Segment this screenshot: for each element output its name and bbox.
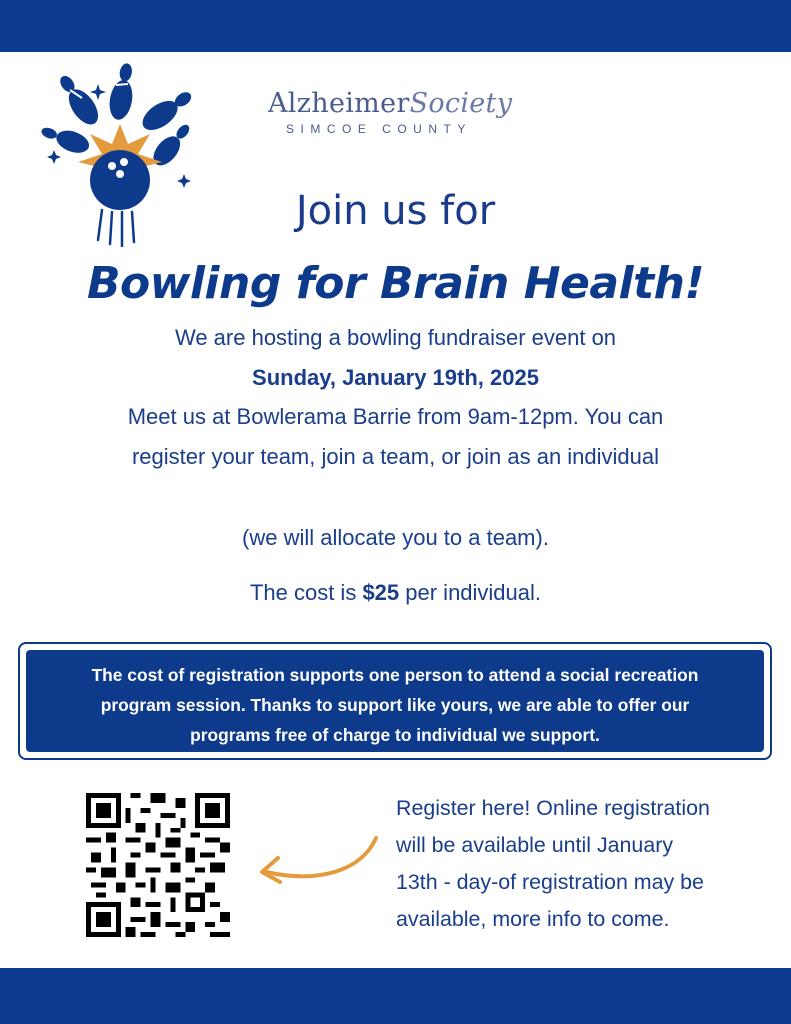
top-banner <box>0 0 791 52</box>
callout-content <box>26 650 764 752</box>
details-line-3: Meet us at Bowlerama Barrie from 9am-12pm. You can <box>127 404 664 429</box>
callout-line-1: The cost of registration supports one person to attend a social recreation <box>91 665 699 685</box>
cost-amount: $25 <box>362 580 400 605</box>
organization-name-part1: Alzheimer <box>268 88 410 119</box>
organization-logo <box>268 88 528 136</box>
details-line-4: register your team, join a team, or join as an individual <box>131 444 660 469</box>
curved-arrow-icon <box>250 832 382 892</box>
register-line-4: available, more info to come. <box>396 907 670 931</box>
event-title: Bowling for Brain Health! <box>86 258 705 309</box>
cost-prefix: The cost is <box>249 580 363 605</box>
cost-suffix: per individual. <box>399 580 542 605</box>
cost-line <box>0 580 791 606</box>
organization-name-part2: Society <box>409 88 513 119</box>
register-line-3: 13th - day-of registration may be <box>396 870 704 894</box>
callout-line-2: program session. Thanks to support like yours, we are able to offer our <box>100 695 690 715</box>
callout-box <box>18 642 772 760</box>
qr-code-icon[interactable] <box>86 793 230 937</box>
callout-line-3: programs free of charge to individual we support. <box>190 725 600 745</box>
details-line-1: We are hosting a bowling fundraiser event on <box>174 325 617 350</box>
event-date: Sunday, January 19th, 2025 <box>252 365 539 390</box>
register-line-2: will be available until January <box>396 833 674 857</box>
organization-subtitle: SIMCOE COUNTY <box>286 122 472 136</box>
intro-heading: Join us for <box>295 188 496 234</box>
details-line-5: (we will allocate you to a team). <box>242 525 549 550</box>
register-line-1: Register here! Online registration <box>396 796 710 820</box>
bottom-banner <box>0 968 791 1024</box>
organization-name <box>268 88 528 119</box>
registration-info <box>396 790 781 938</box>
